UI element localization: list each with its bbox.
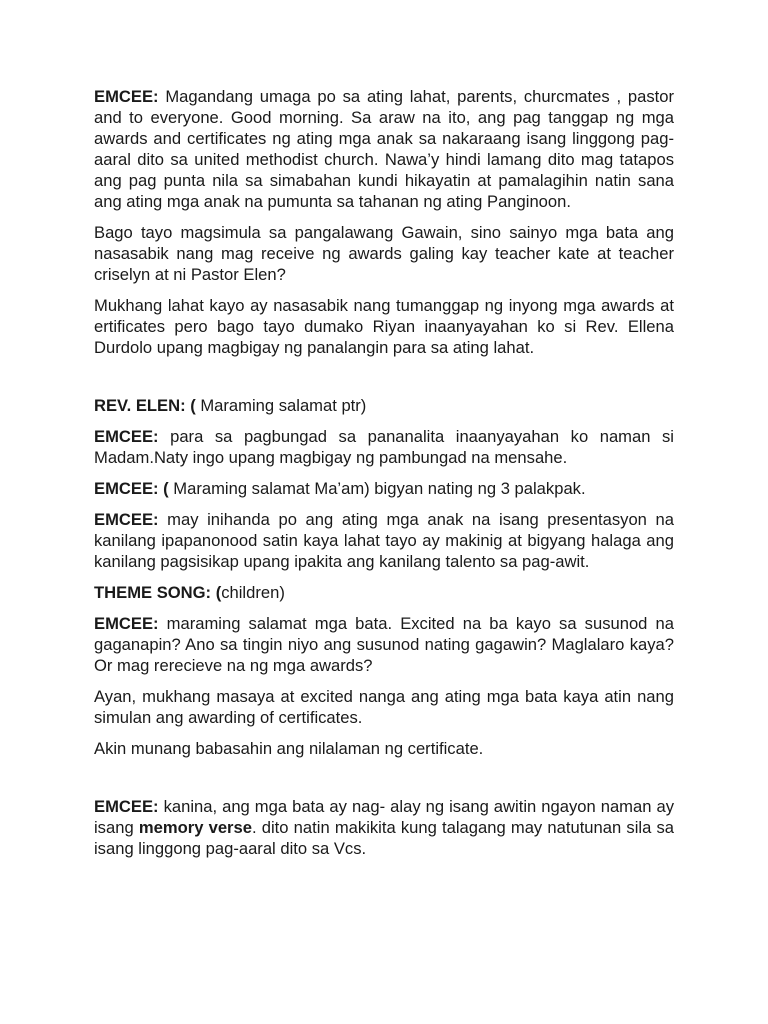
bold-phrase: memory verse <box>138 818 252 837</box>
paragraph-text: may inihanda po ang ating mga anak na isang presentasyon na kanilang ipapanonood satin kaya lahat tayo ay makinig at bigyang halaga ang kanilang pagsisikap upang ipakita ang kanilang talento sa pag-awit. <box>94 510 674 571</box>
paragraph-text: Magandang umaga po sa ating lahat, parents, churcmates , pastor and to everyone. Good morning. Sa araw na ito, ang pag tanggap ng mga awards and certificates ng ating mga anak sa nakaraang isang linggong pag-aaral dito sa united methodist church. Nawa’y hindi lamang dito mag tatapos ang pag punta nila sa simabahan kundi hikayatin at pamalagihin natin sana ang ating mga anak na pumunta sa tahanan ng ating Panginoon. <box>94 87 674 211</box>
paragraph-emcee-presentasyon <box>94 509 674 572</box>
paragraph-text: kanina, ang mga bata ay nag- alay ng isang awitin ngayon naman ay isang <box>94 797 674 837</box>
paragraph-rev-elen <box>94 395 674 416</box>
paragraph-ayan <box>94 686 674 728</box>
document-page <box>94 86 674 869</box>
speaker-label: EMCEE: <box>94 614 159 633</box>
paragraph-text: Akin munang babasahin ang nilalaman ng certificate. <box>94 739 484 758</box>
speaker-label: EMCEE: <box>94 427 159 446</box>
paragraph-emcee-memory-verse <box>94 796 674 859</box>
paragraph-emcee-pagbungad <box>94 426 674 468</box>
paragraph-bago-tayo <box>94 222 674 285</box>
paragraph-emcee-welcome <box>94 86 674 212</box>
paragraph-text: Bago tayo magsimula sa pangalawang Gawain, sino sainyo mga bata ang nasasabik nang mag receive ng awards galing kay teacher kate at teacher criselyn at ni Pastor Elen? <box>94 223 674 284</box>
paragraph-akin-munang <box>94 738 674 759</box>
speaker-label: THEME SONG: ( <box>94 583 222 602</box>
paragraph-text: children) <box>221 583 285 602</box>
paragraph-text: Ayan, mukhang masaya at excited nanga ang ating mga bata kaya atin nang simulan ang awarding of certificates. <box>94 687 674 727</box>
paragraph-emcee-palakpak <box>94 478 674 499</box>
paragraph-text: para sa pagbungad sa pananalita inaanyayahan ko naman si Madam.Naty ingo upang magbigay ng pambungad na mensahe. <box>94 427 674 467</box>
speaker-label: REV. ELEN: ( <box>94 396 196 415</box>
speaker-label: EMCEE: ( <box>94 479 169 498</box>
speaker-label: EMCEE: <box>94 510 159 529</box>
paragraph-text-after: . dito natin makikita kung talagang may natutunan sila sa isang linggong pag-aaral dito sa Vcs. <box>94 818 674 858</box>
paragraph-emcee-salamat <box>94 613 674 676</box>
paragraph-mukhang-lahat <box>94 295 674 358</box>
speaker-label: EMCEE: <box>94 797 159 816</box>
paragraph-text: maraming salamat mga bata. Excited na ba kayo sa susunod na gaganapin? Ano sa tingin niyo ang susunod nating gagawin? Maglalaro kaya? Or mag rerecieve na ng mga awards? <box>94 614 674 675</box>
paragraph-text: Mukhang lahat kayo ay nasasabik nang tumanggap ng inyong mga awards at ertificates pero bago tayo dumako Riyan inaanyayahan ko si Rev. Ellena Durdolo upang magbigay ng panalangin para sa ating lahat. <box>94 296 674 357</box>
speaker-label: EMCEE: <box>94 87 159 106</box>
paragraph-theme-song <box>94 582 674 603</box>
paragraph-text: Maraming salamat ptr) <box>195 396 367 415</box>
paragraph-text: Maraming salamat Ma’am) bigyan nating ng 3 palakpak. <box>168 479 586 498</box>
